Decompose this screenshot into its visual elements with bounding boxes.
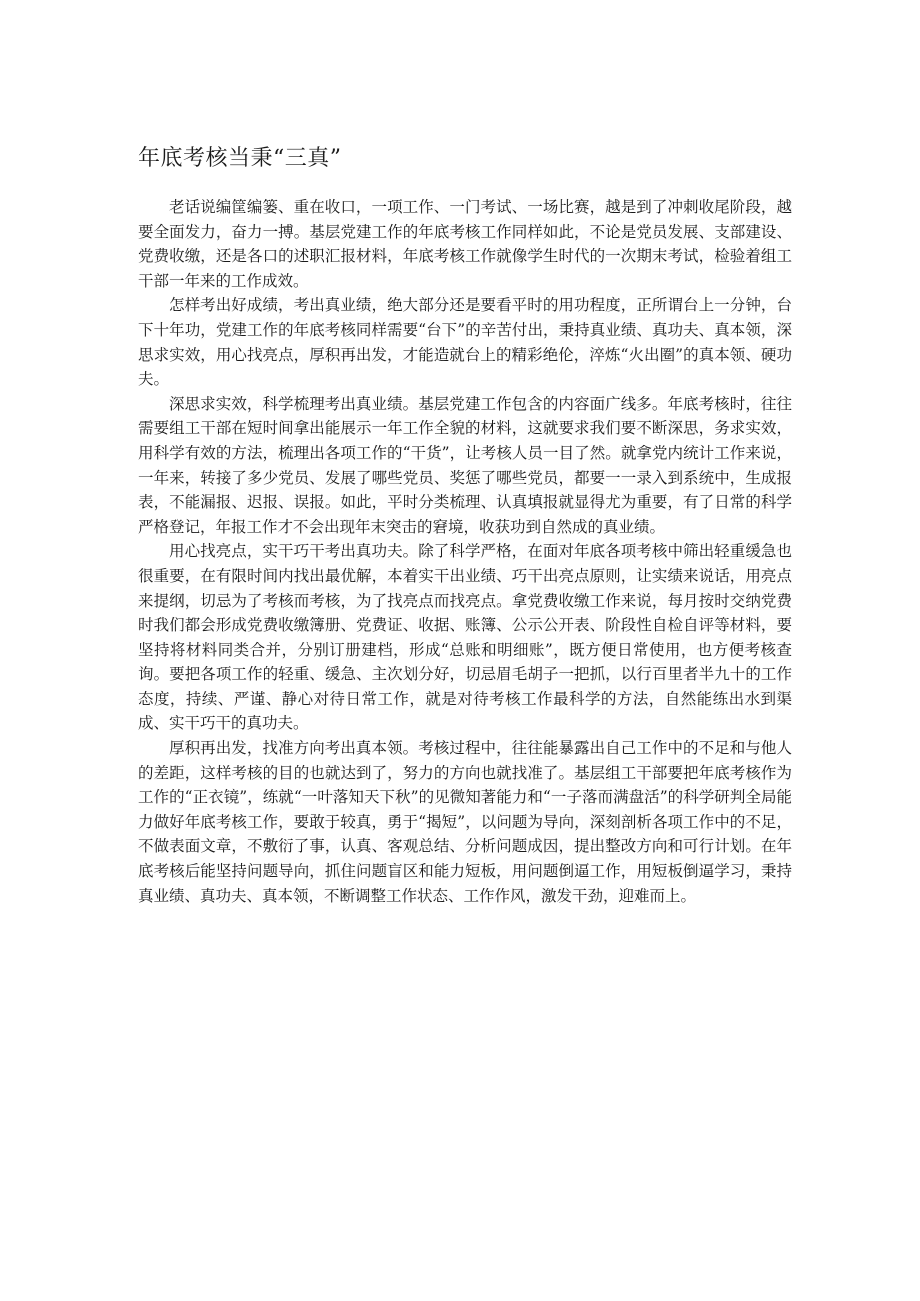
paragraph-true-ability: 厚积再出发，找准方向考出真本领。考核过程中，往往能暴露出自己工作中的不足和与他人的差距，这样考核的目的也就达到了，努力的方向也就找准了。基层组工干部要把年底考核作为工作的“正衣镜”，练就“一叶落知天下秋”的见微知著能力和“一子落而满盘活”的科学研判全局能力做好年底考核工作，要敢于较真，勇于“揭短”，以问题为导向，深刻剖析各项工作中的不足，不做表面文章，不敷衍了事，认真、客观总结、分析问题成因，提出整改方向和可行计划。在年底考核后能坚持问题导向，抓住问题盲区和能力短板，用问题倒逼工作，用短板倒逼学习，秉持真业绩、真功夫、真本领，不断调整工作状态、工作作风，激发干劲，迎难而上。	[138, 739, 792, 905]
paragraph-overview: 怎样考出好成绩，考出真业绩，绝大部分还是要看平时的用功程度，正所谓台上一分钟，台下十年功，党建工作的年底考核同样需要“台下”的辛苦付出，秉持真业绩、真功夫、真本领，深思求实效，用心找亮点，厚积再出发，才能造就台上的精彩绝伦，淬炼“火出圈”的真本领、硬功夫。	[138, 296, 792, 389]
paragraph-intro: 老话说编筐编篓、重在收口，一项工作、一门考试、一场比赛，越是到了冲刺收尾阶段，越要全面发力，奋力一搏。基层党建工作的年底考核工作同样如此，不论是党员发展、支部建设、党费收缴，还是各口的述职汇报材料，年底考核工作就像学生时代的一次期末考试，检验着组工干部一年来的工作成效。	[138, 198, 792, 290]
document-title: 年底考核当秉“三真”	[138, 146, 342, 171]
paragraph-true-performance: 深思求实效，科学梳理考出真业绩。基层党建工作包含的内容面广线多。年底考核时，往往需要组工干部在短时间拿出能展示一年工作全貌的材料，这就要求我们要不断深思，务求实效，用科学有效的方法，梳理出各项工作的“干货”，让考核人员一目了然。就拿党内统计工作来说，一年来，转接了多少党员、发展了哪些党员、奖惩了哪些党员，都要一一录入到系统中，生成报表，不能漏报、迟报、误报。如此，平时分类梳理、认真填报就显得尤为重要，有了日常的科学严格登记，年报工作才不会出现年末突击的窘境，收获功到自然成的真业绩。	[138, 394, 792, 536]
paragraph-true-skill: 用心找亮点，实干巧干考出真功夫。除了科学严格，在面对年底各项考核中筛出轻重缓急也很重要，在有限时间内找出最优解，本着实干出业绩、巧干出亮点原则，让实绩来说话，用亮点来提纲，切忌为了考核而考核，为了找亮点而找亮点。拿党费收缴工作来说，每月按时交纳党费时我们都会形成党费收缴簿册、党费证、收据、账簿、公示公开表、阶段性自检自评等材料，要坚持将材料同类合并，分别订册建档，形成“总账和明细账”，既方便日常使用，也方便考核查询。要把各项工作的轻重、缓急、主次划分好，切忌眉毛胡子一把抓，以行百里者半九十的工作态度，持续、严谨、静心对待日常工作，就是对待考核工作最科学的方法，自然能练出水到渠成、实干巧干的真功夫。	[138, 542, 792, 733]
document-body	[138, 195, 792, 908]
